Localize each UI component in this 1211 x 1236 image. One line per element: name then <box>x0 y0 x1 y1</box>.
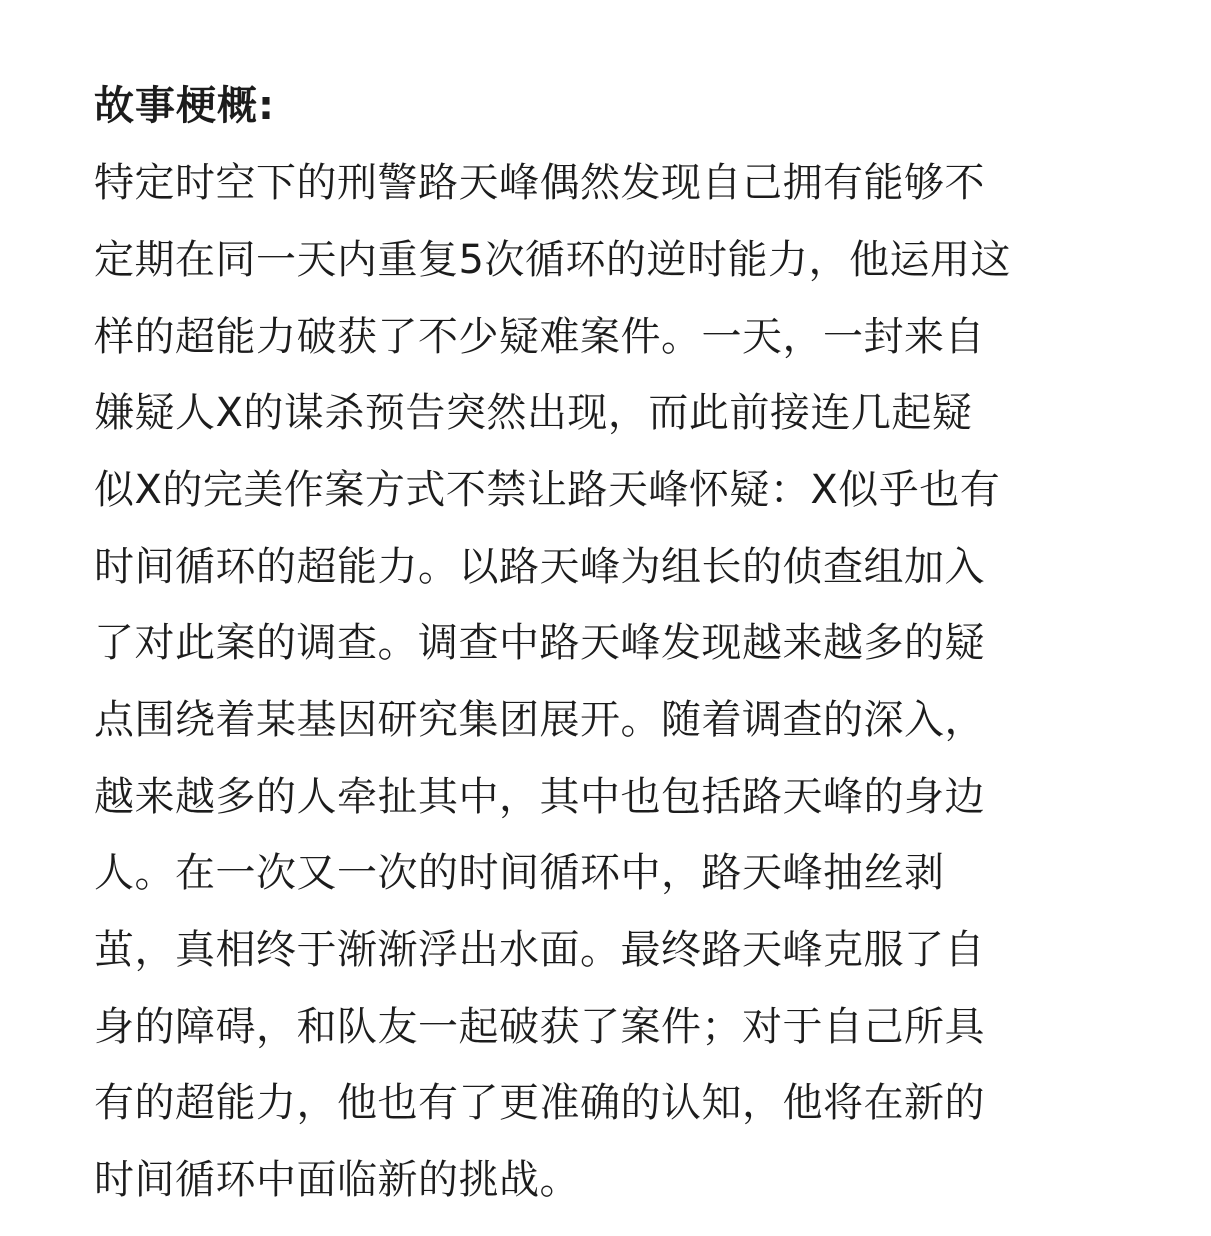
paragraph-line: 定期在同一天内重复5次循环的逆时能力，他运用这 <box>94 237 1011 283</box>
paragraph-line: 有的超能力，他也有了更准确的认知，他将在新的 <box>94 1080 985 1126</box>
paragraph-line: 样的超能力破获了不少疑难案件。一天，一封来自 <box>94 314 985 360</box>
paragraph-line: 点围绕着某基因研究集团展开。随着调查的深入， <box>94 697 985 743</box>
paragraph-line: 身的障碍，和队友一起破获了案件；对于自己所具 <box>94 1004 985 1050</box>
section-heading: 故事梗概: <box>94 83 275 129</box>
paragraph-line: 茧，真相终于渐渐浮出水面。最终路天峰克服了自 <box>94 927 985 973</box>
paragraph-line: 越来越多的人牵扯其中，其中也包括路天峰的身边 <box>94 774 985 820</box>
paragraph-line: 时间循环的超能力。以路天峰为组长的侦查组加入 <box>94 544 985 590</box>
paragraph-line: 嫌疑人X的谋杀预告突然出现，而此前接连几起疑 <box>94 390 973 436</box>
paragraph-line: 了对此案的调查。调查中路天峰发现越来越多的疑 <box>94 620 985 666</box>
paragraph-line: 时间循环中面临新的挑战。 <box>94 1157 580 1203</box>
paragraph-line: 人。在一次又一次的时间循环中，路天峰抽丝剥 <box>94 850 945 896</box>
paragraph-line: 特定时空下的刑警路天峰偶然发现自己拥有能够不 <box>94 160 985 206</box>
paragraph-line: 似X的完美作案方式不禁让路天峰怀疑：X似乎也有 <box>94 467 1001 513</box>
